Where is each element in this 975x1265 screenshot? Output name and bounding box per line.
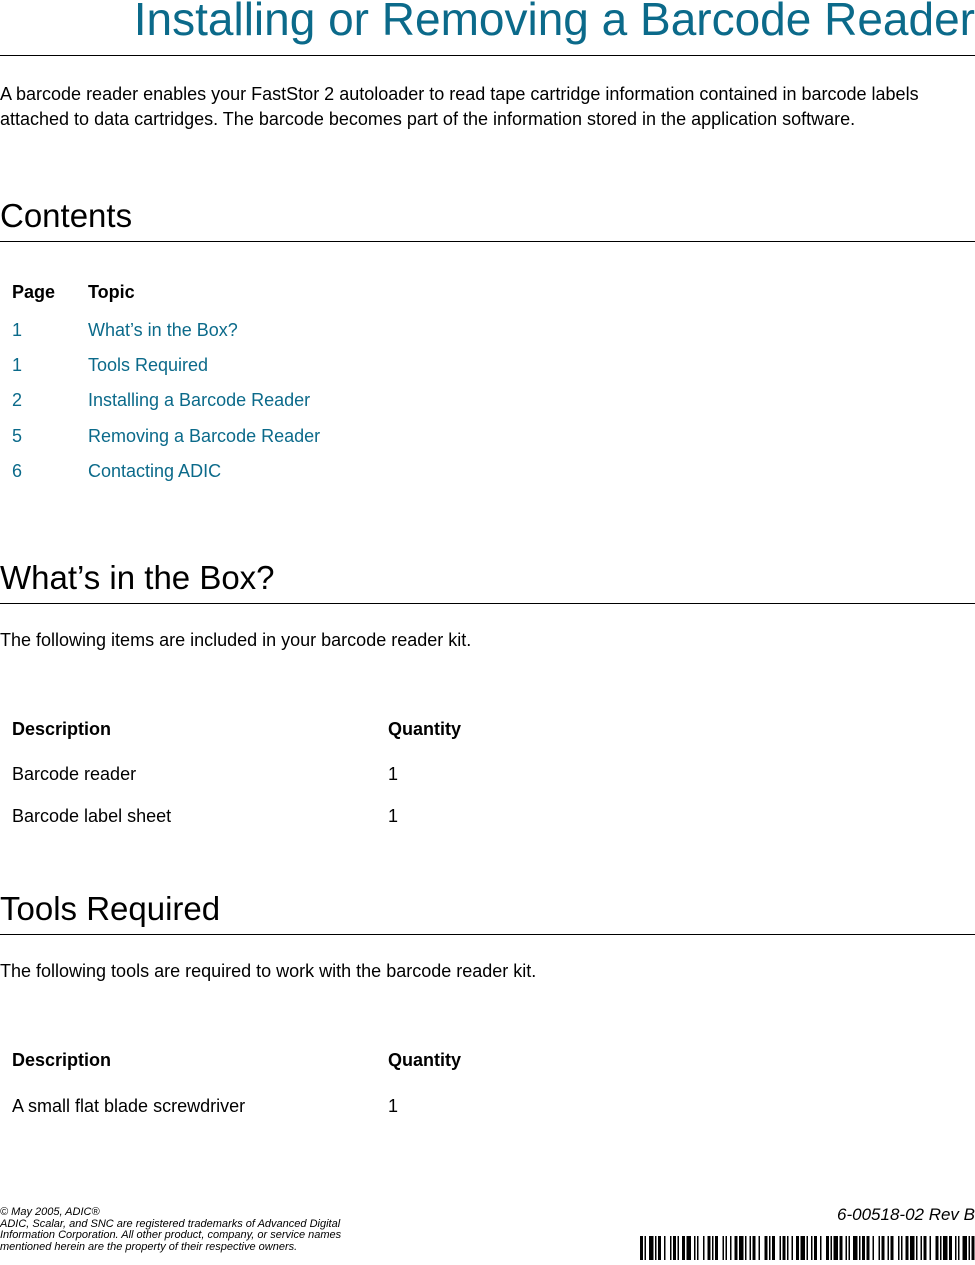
barcode-bar (787, 1236, 789, 1260)
barcode-bar (645, 1236, 647, 1260)
tools-header-description: Description (12, 1050, 112, 1070)
barcode-bar (678, 1236, 680, 1260)
footer-trademark-line: Information Corporation. All other product, company, or service names (0, 1229, 342, 1241)
barcode-bar (708, 1236, 711, 1260)
box-heading: What’s in the Box? (0, 559, 275, 596)
page-title: Installing or Removing a Barcode Reader (133, 0, 975, 45)
barcode-bar (826, 1236, 829, 1260)
title-divider (0, 55, 975, 56)
barcode-bar (703, 1236, 705, 1260)
barcode-bar (831, 1236, 833, 1260)
barcode-bar (655, 1236, 657, 1260)
tools-paragraph: The following tools are required to work with the barcode reader kit. (0, 961, 537, 981)
barcode-bar (745, 1236, 747, 1260)
barcode-bar (879, 1236, 881, 1260)
barcode-image (640, 1236, 975, 1260)
toc-link-removing[interactable]: Removing a Barcode Reader (88, 426, 321, 446)
barcode-bar (859, 1236, 861, 1260)
toc-page-number[interactable]: 1 (12, 320, 23, 340)
tools-heading: Tools Required (0, 890, 221, 927)
toc-page-number[interactable]: 6 (12, 461, 23, 481)
barcode-bar (780, 1236, 782, 1260)
barcode-bar (906, 1236, 909, 1260)
contents-heading: Contents (0, 197, 133, 234)
barcode-bar (949, 1236, 952, 1260)
barcode-bar (862, 1236, 865, 1260)
tools-header-quantity: Quantity (388, 1050, 462, 1070)
barcode-bar (910, 1236, 915, 1260)
barcode-bar (723, 1236, 725, 1260)
barcode-bar (753, 1236, 756, 1260)
box-item-description: Barcode label sheet (12, 806, 172, 826)
barcode-bar (940, 1236, 942, 1260)
intro-paragraph: A barcode reader enables your FastStor 2 autoloader to read tape cartridge information contained in barcode labels attached to data cartridges. The barcode becomes part of the information stored in the application software. (0, 84, 919, 129)
barcode-bar (955, 1236, 957, 1260)
barcode-bar (759, 1236, 761, 1260)
barcode-bar (783, 1236, 786, 1260)
barcode-bar (840, 1236, 843, 1260)
barcode-bar (739, 1236, 744, 1260)
box-paragraph: The following items are included in your barcode reader kit. (0, 630, 472, 650)
tools-item-quantity: 1 (388, 1096, 399, 1116)
footer-trademark-line: ADIC, Scalar, and SNC are registered trademarks of Advanced Digital (0, 1217, 341, 1230)
barcode-bar (772, 1236, 775, 1260)
barcode-bar (658, 1236, 661, 1260)
barcode-bar (697, 1236, 699, 1260)
barcode-bar (901, 1236, 903, 1260)
toc-page-number[interactable]: 1 (12, 355, 23, 375)
footer-trademark-line: mentioned herein are the property of their respective owners. (0, 1240, 298, 1253)
barcode-bar (649, 1236, 654, 1260)
barcode-bar (853, 1236, 858, 1260)
barcode-bar (712, 1236, 714, 1260)
barcode-bar (801, 1236, 806, 1260)
barcode-bar (673, 1236, 676, 1260)
footer-copyright: © May 2005, ADIC® (0, 1206, 100, 1218)
barcode-bar (916, 1236, 918, 1260)
toc-header-page: Page (12, 282, 56, 302)
contents-divider (0, 241, 975, 242)
barcode-bar (969, 1236, 971, 1260)
barcode-bar (891, 1236, 894, 1260)
barcode-bar (694, 1236, 696, 1260)
barcode-bar (792, 1236, 794, 1260)
tools-item-description: A small flat blade screwdriver (12, 1096, 246, 1116)
barcode-bar (730, 1236, 732, 1260)
barcode-bar (898, 1236, 900, 1260)
barcode-bar (849, 1236, 851, 1260)
box-item-quantity: 1 (388, 764, 399, 784)
barcode-bar (664, 1236, 666, 1260)
toc-link-tools-required[interactable]: Tools Required (88, 355, 209, 375)
toc-page-number[interactable]: 5 (12, 426, 23, 446)
barcode-bar (640, 1236, 643, 1260)
barcode-bar (769, 1236, 771, 1260)
barcode-bar (820, 1236, 822, 1260)
barcode-bar (682, 1236, 685, 1260)
barcode-bar (846, 1236, 848, 1260)
barcode-bar (796, 1236, 799, 1260)
document-number: 6-00518-02 Rev B (837, 1205, 975, 1224)
toc-header-topic: Topic (88, 282, 135, 302)
barcode-bar (807, 1236, 809, 1260)
barcode-bar (873, 1236, 875, 1260)
barcode-bar (687, 1236, 692, 1260)
barcode-bar (943, 1236, 948, 1260)
barcode-bar (958, 1236, 960, 1260)
barcode-bar (726, 1236, 728, 1260)
tools-divider (0, 934, 975, 935)
box-divider (0, 603, 975, 604)
barcode-bar (834, 1236, 839, 1260)
barcode-bar (924, 1236, 927, 1260)
barcode-bar (750, 1236, 752, 1260)
barcode-bar (867, 1236, 870, 1260)
barcode-bar (963, 1236, 968, 1260)
barcode-bar (814, 1236, 817, 1260)
toc-link-installing[interactable]: Installing a Barcode Reader (88, 390, 311, 410)
box-item-description: Barcode reader (12, 764, 137, 784)
barcode-bar (765, 1236, 768, 1260)
barcode-bar (811, 1236, 813, 1260)
barcode-bar (735, 1236, 738, 1260)
barcode-bar (670, 1236, 672, 1260)
toc-link-whats-in-the-box[interactable]: What’s in the Box? (88, 320, 238, 340)
barcode-bar (936, 1236, 939, 1260)
box-header-quantity: Quantity (388, 719, 462, 739)
barcode-bar (715, 1236, 718, 1260)
barcode-bar (921, 1236, 923, 1260)
toc-link-contacting-adic[interactable]: Contacting ADIC (88, 461, 222, 481)
footer-legal (0, 1207, 341, 1253)
box-item-quantity: 1 (388, 806, 399, 826)
barcode-bar (882, 1236, 885, 1260)
box-header-description: Description (12, 719, 112, 739)
toc-page-number[interactable]: 2 (12, 390, 23, 410)
barcode-bar (930, 1236, 932, 1260)
barcode-bar (888, 1236, 890, 1260)
barcode-bar (972, 1236, 975, 1260)
